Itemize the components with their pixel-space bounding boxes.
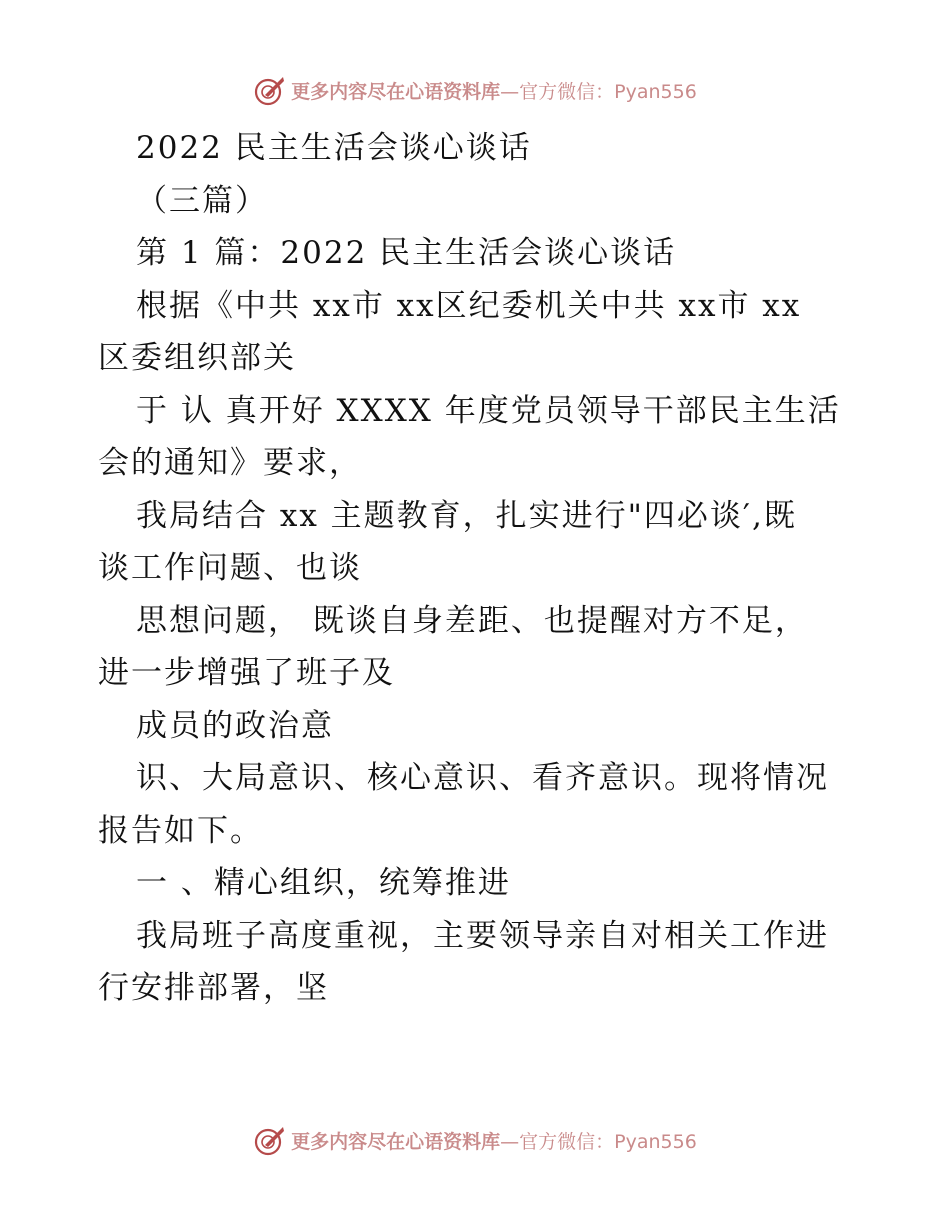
doc-paragraph-line: 思想问题， 既谈自身差距、也提醒对方不足，: [136, 602, 808, 639]
footer-watermark-text: [291, 1127, 697, 1154]
doc-paragraph-line: 谈工作问题、也谈: [98, 550, 362, 586]
doc-title: 2022 民主生活会谈心谈话: [136, 130, 532, 166]
header-watermark-banner: [0, 70, 950, 110]
quill-logo-icon: [253, 73, 287, 107]
doc-paragraph-line: 成员的政治意: [136, 707, 334, 744]
doc-paragraph-line: 区委组织部关: [98, 340, 296, 376]
doc-paragraph-line: 于 认 真开好 XXXX 年度党员领导干部民主生活: [136, 392, 841, 429]
doc-section-heading: 第 1 篇：2022 民主生活会谈心谈话: [136, 235, 677, 271]
quill-logo-icon: [253, 1123, 287, 1157]
doc-paragraph-line: 我局班子高度重视，主要领导亲自对相关工作进: [136, 917, 829, 954]
document-body: [98, 122, 858, 1015]
doc-paragraph-line: 识、大局意识、核心意识、看齐意识。现将情况: [136, 760, 829, 796]
doc-paragraph-line: 行安排部署，坚: [98, 970, 329, 1006]
footer-watermark-dash: —: [500, 1130, 520, 1153]
header-watermark-main: 更多内容尽在心语资料库: [291, 80, 501, 103]
doc-paragraph-line: 根据《中共 xx市 xx区纪委机关中共 xx市 xx: [136, 287, 802, 324]
footer-watermark-contact: 官方微信：Pyan556: [519, 1130, 697, 1153]
doc-paragraph-line: 会的通知》要求，: [98, 445, 362, 481]
header-watermark-dash: —: [500, 80, 520, 103]
doc-paragraph-line: 报告如下。: [98, 812, 263, 849]
footer-watermark-banner: [0, 1120, 950, 1160]
header-watermark-contact: 官方微信：Pyan556: [519, 80, 697, 103]
doc-subheading: 一 、精心组织，统筹推进: [136, 865, 511, 901]
footer-watermark-main: 更多内容尽在心语资料库: [291, 1130, 501, 1153]
header-watermark-text: [291, 77, 697, 104]
doc-paragraph-line: 我局结合 xx 主题教育，扎实进行"四必谈′,既: [136, 497, 797, 534]
doc-paragraph-line: 进一步增强了班子及: [98, 655, 395, 691]
doc-subtitle: （三篇）: [136, 182, 268, 219]
